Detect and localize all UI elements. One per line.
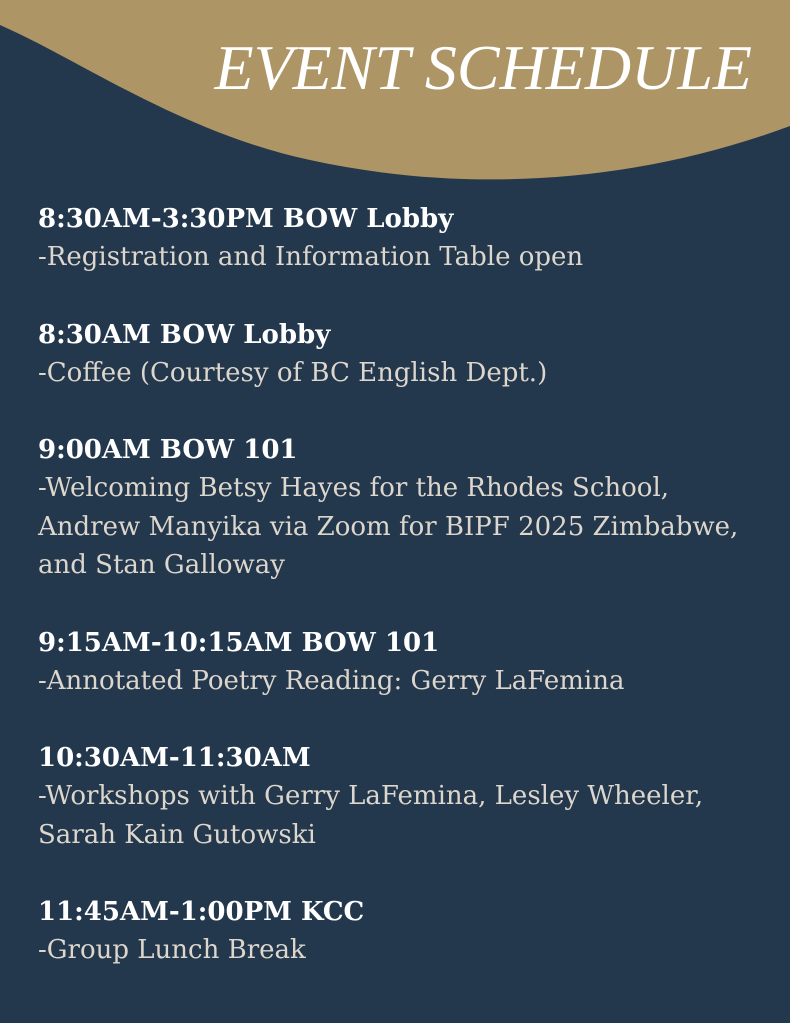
schedule-item: [38, 893, 778, 970]
event-description: -Group Lunch Break: [38, 935, 306, 965]
schedule-list: [38, 200, 778, 1009]
event-description: -Coffee (Courtesy of BC English Dept.): [38, 357, 548, 388]
event-time: 8:30AM-3:30PM BOW Lobby: [38, 204, 454, 234]
schedule-item: [38, 624, 778, 701]
page-title: EVENT SCHEDULE: [214, 32, 752, 103]
event-description: -Welcoming Betsy Hayes for the Rhodes School, Andrew Manyika via Zoom for BIPF 2025 Zimbabwe, and Stan Galloway: [38, 473, 739, 580]
event-time: 11:45AM-1:00PM KCC: [38, 897, 365, 927]
event-time: 9:15AM-10:15AM BOW 101: [38, 627, 440, 658]
event-description: -Registration and Information Table open: [38, 242, 584, 272]
event-time: 9:00AM BOW 101: [38, 435, 298, 465]
schedule-item: [38, 739, 778, 854]
schedule-item: [38, 316, 778, 393]
event-time: 10:30AM-11:30AM: [38, 743, 311, 773]
event-description: -Workshops with Gerry LaFemina, Lesley Wheeler, Sarah Kain Gutowski: [38, 781, 704, 850]
schedule-item: [38, 431, 778, 585]
schedule-item: [38, 200, 778, 277]
event-description: -Annotated Poetry Reading: Gerry LaFemina: [38, 665, 625, 696]
event-time: 8:30AM BOW Lobby: [38, 319, 331, 350]
